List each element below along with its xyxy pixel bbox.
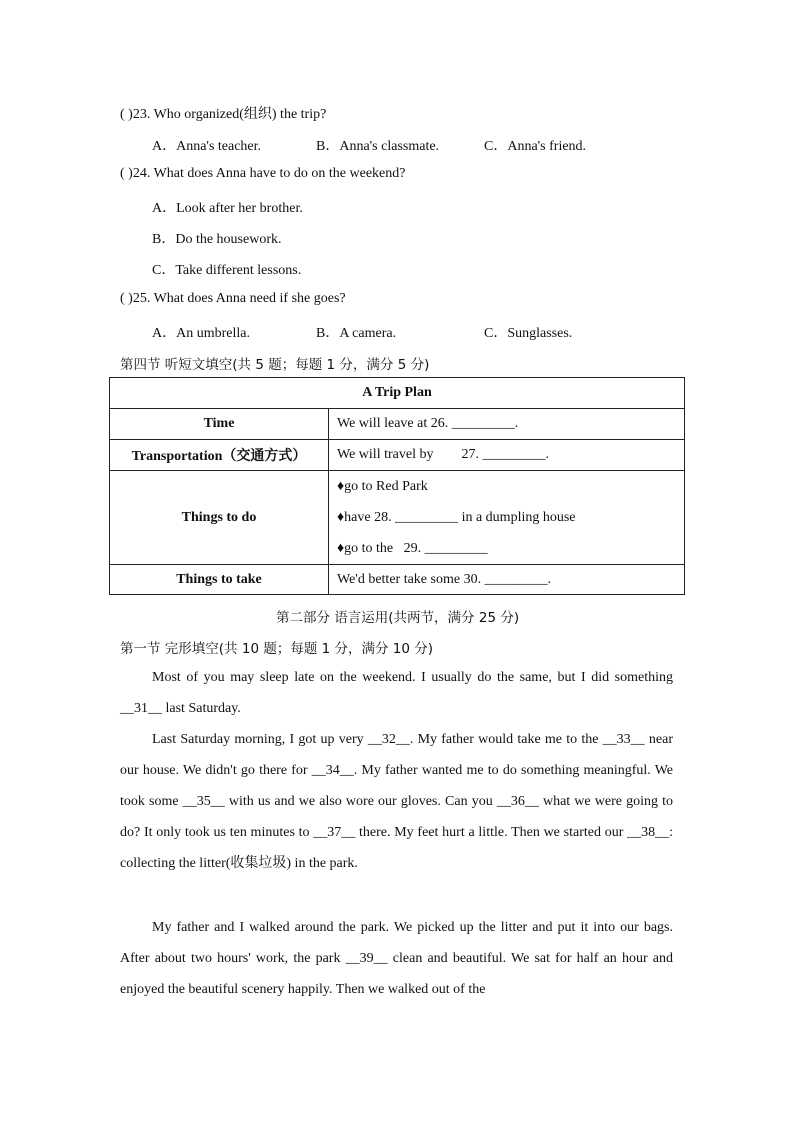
question-23-option-c: C．Anna's friend.	[484, 139, 587, 154]
trip-plan-table	[109, 377, 685, 595]
table-row	[110, 565, 685, 595]
part-2-heading: 第二部分 语言运用(共两节，满分 25 分)	[276, 610, 520, 626]
row-content-things-to-do	[329, 471, 685, 565]
table-row	[110, 471, 685, 565]
passage-paragraph-3: My father and I walked around the park. We picked up the litter and put it into our bags. After about two hours' work, the park __39__ clean and beautiful. We sat for half an hour and enjoyed the beautiful scenery happily. Then we walked out of the	[120, 920, 673, 997]
section-1-heading: 第一节 完形填空(共 10 题；每题 1 分，满分 10 分)	[120, 641, 434, 657]
question-25-stem: ( )25. What does Anna need if she goes?	[120, 291, 346, 306]
row-content-things-to-take: We'd better take some 30. _________.	[329, 565, 685, 595]
list-item: ♦have 28. _________ in a dumpling house	[337, 510, 576, 525]
table-row	[110, 440, 685, 471]
list-item: ♦go to the 29. _________	[337, 541, 488, 556]
passage-paragraph-2: Last Saturday morning, I got up very __32__. My father would take me to the __33__ near our house. We didn't go there for __34__. My father wanted me to do something meaningful. We took some __35__ with us and we also wore our gloves. Can you __36__ what we were going to do? It only took us ten minutes to __37__ there. My feet hurt a little. Then we started our __38__: collecting the litter(收集垃圾) in the park.	[120, 732, 673, 871]
passage-paragraph-1: Most of you may sleep late on the weekend. I usually do the same, but I did something __31__ last Saturday.	[120, 670, 673, 716]
question-24-option-b: B．Do the housework.	[152, 232, 282, 247]
question-24-option-a: A．Look after her brother.	[152, 201, 303, 216]
question-25-option-a: A．An umbrella.	[152, 326, 250, 341]
section-4-heading: 第四节 听短文填空(共 5 题；每题 1 分，满分 5 分)	[120, 357, 430, 373]
question-23-option-b: B．Anna's classmate.	[316, 139, 440, 154]
row-content-transportation: We will travel by 27. _________.	[329, 440, 685, 471]
question-24-option-c: C．Take different lessons.	[152, 263, 302, 278]
list-item: ♦go to Red Park	[337, 479, 428, 494]
row-label-things-to-take: Things to take	[110, 565, 329, 595]
question-25-option-c: C．Sunglasses.	[484, 326, 573, 341]
table-title: A Trip Plan	[110, 378, 685, 409]
row-label-things-to-do: Things to do	[110, 471, 329, 565]
table-row	[110, 409, 685, 440]
row-content-time: We will leave at 26. _________.	[329, 409, 685, 440]
row-label-time: Time	[110, 409, 329, 440]
row-label-transportation: Transportation（交通方式）	[110, 440, 329, 471]
question-25-option-b: B．A camera.	[316, 326, 397, 341]
question-23-stem: ( )23. Who organized(组织) the trip?	[120, 107, 327, 122]
question-23-option-a: A．Anna's teacher.	[152, 139, 262, 154]
question-24-stem: ( )24. What does Anna have to do on the weekend?	[120, 166, 406, 181]
